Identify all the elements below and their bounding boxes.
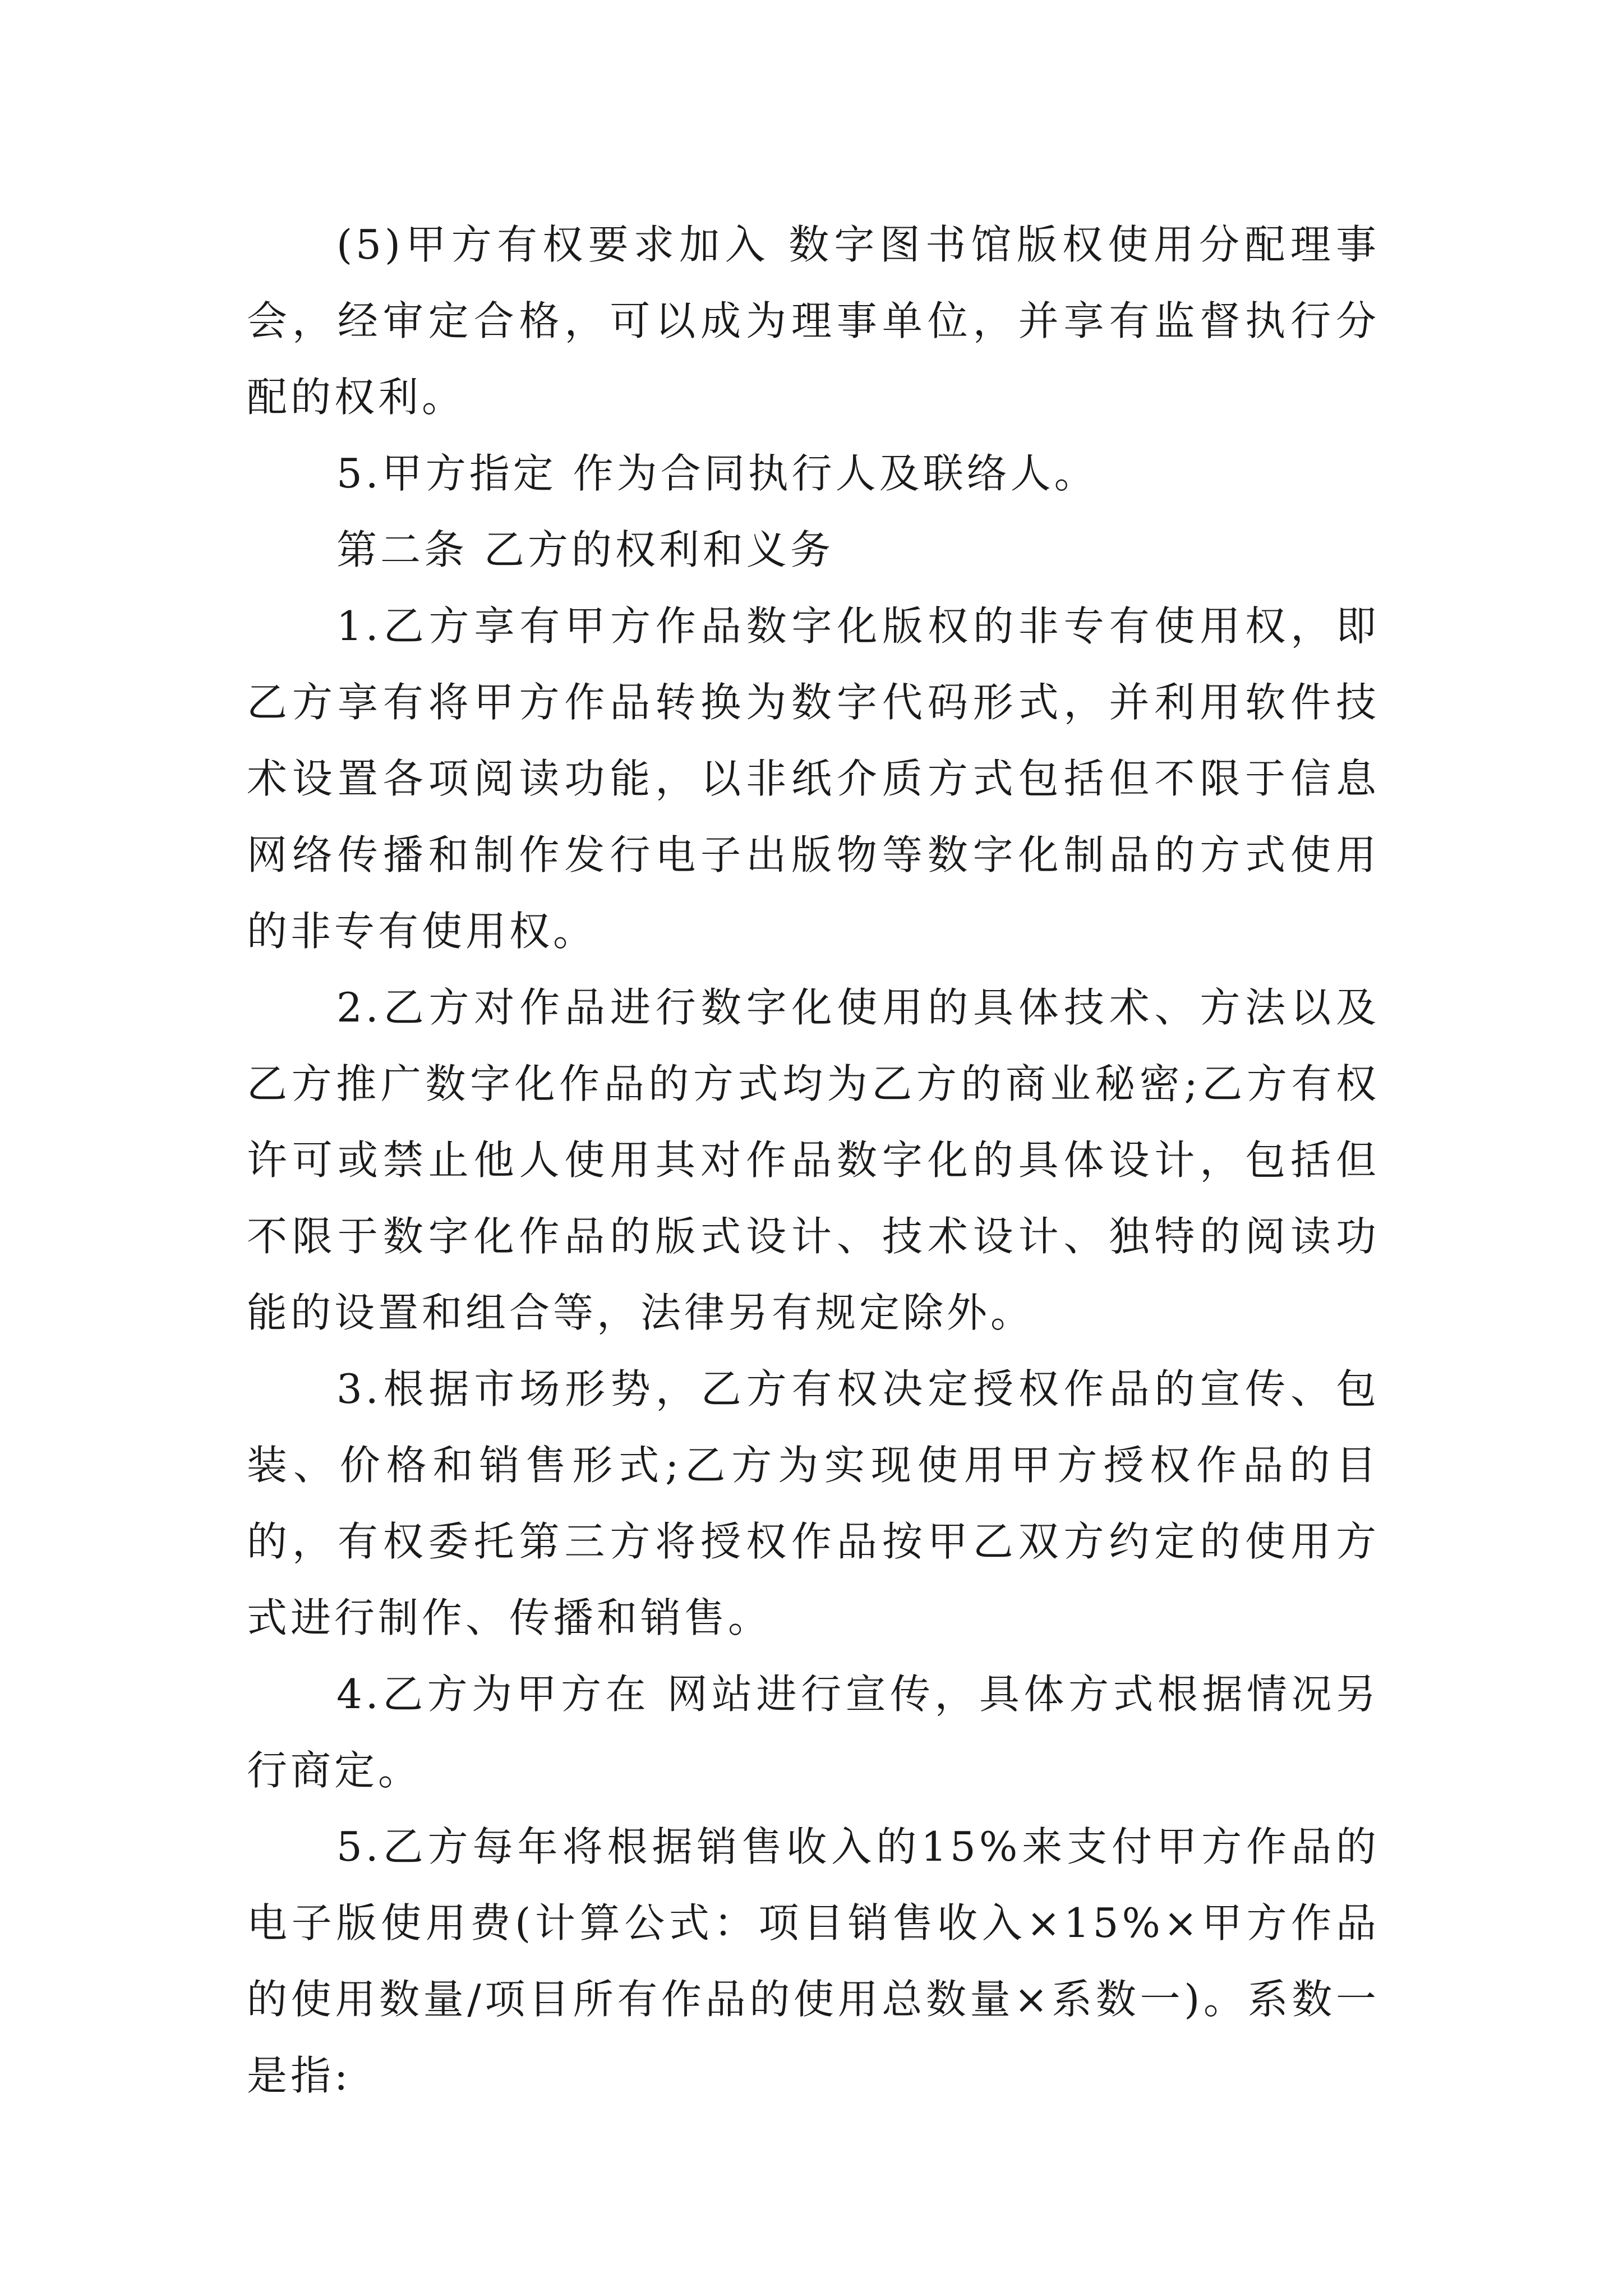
paragraph-article-2-item-5: 5.乙方每年将根据销售收入的15%来支付甲方作品的电子版使用费(计算公式：项目销售收入×15%×甲方作品的使用数量/项目所有作品的使用总数量×系数一)。系数一是指: [247,1823,1380,2099]
paragraph-clause-5-right-to-join: (5)甲方有权要求加入 数字图书馆版权使用分配理事会，经审定合格，可以成为理事单位，并享有监督执行分配的权利。 [247,221,1380,421]
document-body [247,206,1380,2114]
paragraph-contract-executor: 5.甲方指定 作为合同执行人及联络人。 [336,450,1098,497]
paragraph-article-2-item-1: 1.乙方享有甲方作品数字化版权的非专有使用权，即乙方享有将甲方作品转换为数字代码形式，并利用软件技术设置各项阅读功能，以非纸介质方式包括但不限于信息网络传播和制作发行电子出版物等数字化制品的方式使用的非专有使用权。 [247,602,1380,955]
section-heading-article-2: 第二条 乙方的权利和义务 [336,526,834,573]
paragraph-article-2-item-4: 4.乙方为甲方在 网站进行宣传，具体方式根据情况另行商定。 [247,1671,1380,1794]
paragraph-article-2-item-3: 3.根据市场形势，乙方有权决定授权作品的宣传、包装、价格和销售形式;乙方为实现使用甲方授权作品的目的，有权委托第三方将授权作品按甲乙双方约定的使用方式进行制作、传播和销售。 [247,1365,1380,1641]
paragraph-article-2-item-2: 2.乙方对作品进行数字化使用的具体技术、方法以及乙方推广数字化作品的方式均为乙方的商业秘密;乙方有权许可或禁止他人使用其对作品数字化的具体设计，包括但不限于数字化作品的版式设计、技术设计、独特的阅读功能的设置和组合等，法律另有规定除外。 [247,984,1380,1336]
